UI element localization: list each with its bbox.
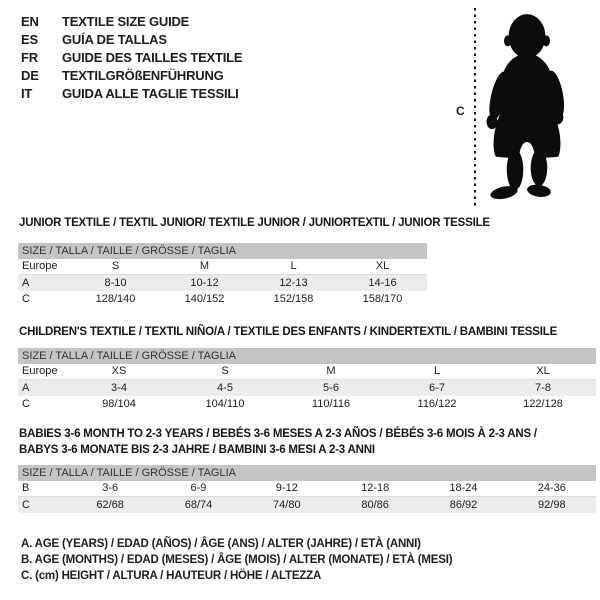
language-code: DE [21, 68, 39, 83]
table-cell: 116/122 [417, 398, 457, 410]
table-cell: 5-6 [323, 382, 339, 394]
table-cell: 62/68 [96, 499, 124, 511]
row-label: A [22, 277, 30, 289]
table-cell: 14-16 [368, 277, 397, 289]
table-row [18, 396, 596, 412]
table-cell: 110/116 [311, 398, 351, 410]
table-cell: 158/170 [362, 293, 403, 305]
table-row [18, 275, 427, 291]
legend-line-a: A. AGE (YEARS) / EDAD (AÑOS) / ÂGE (ANS) / ALTER (JAHRE) / ETÀ (ANNI) [21, 538, 421, 550]
row-label: C [22, 293, 30, 305]
table-cell: 74/80 [273, 499, 301, 511]
table-cell: S [111, 260, 120, 272]
row-label: Europe [22, 260, 58, 272]
babies-table-title: BABIES 3-6 MONTH TO 2-3 YEARS / BEBÉS 3-6 MESES A 2-3 AÑOS / BÉBÉS 3-6 MOIS À 2-3 ANS / [19, 428, 537, 440]
table-row [18, 380, 596, 396]
baby-silhouette-image [481, 8, 573, 208]
table-cell: 24-36 [537, 482, 566, 494]
language-row [21, 49, 242, 67]
language-label: TEXTILGRÖßENFÜHRUNG [62, 68, 224, 83]
language-code: IT [21, 86, 33, 101]
table-cell: 3-4 [111, 382, 127, 394]
language-label: GUIDE DES TAILLES TEXTILE [62, 50, 243, 65]
table-cell: 152/158 [273, 293, 314, 305]
table-cell: M [199, 260, 210, 272]
children-table-title: CHILDREN'S TEXTILE / TEXTIL NIÑO/A / TEXTILE DES ENFANTS / KINDERTEXTIL / BAMBINI TESSILE [19, 326, 558, 338]
table-row [18, 259, 427, 275]
table-cell: L [433, 365, 441, 377]
junior-size-table [18, 243, 427, 307]
language-code: FR [21, 50, 38, 65]
table-cell: L [290, 260, 297, 272]
table-cell: XL [536, 365, 550, 377]
children-size-table [18, 348, 596, 412]
table-cell: 104/110 [205, 398, 245, 410]
language-label: GUIDA ALLE TAGLIE TESSILI [62, 86, 239, 101]
row-label: C [22, 499, 30, 511]
measure-legend [21, 536, 452, 584]
height-dotted-line [474, 8, 476, 206]
table-cell: 98/104 [102, 398, 136, 410]
table-cell: M [326, 365, 336, 377]
table-cell: 8-10 [104, 277, 127, 289]
size-header-bar: SIZE / TALLA / TAILLE / GRÖSSE / TAGLIA [18, 348, 596, 364]
row-label: A [22, 382, 30, 394]
table-cell: 18-24 [449, 482, 478, 494]
language-row [21, 13, 242, 31]
row-label: B [22, 482, 30, 494]
table-cell: 3-6 [102, 482, 119, 494]
table-cell: 92/98 [538, 499, 566, 511]
table-cell: 9-12 [275, 482, 298, 494]
babies-size-table [18, 465, 596, 513]
language-label: TEXTILE SIZE GUIDE [62, 14, 190, 29]
legend-line-b: B. AGE (MONTHS) / EDAD (MESES) / ÂGE (MOIS) / ALTER (MONATE) / ETÀ (MESI) [21, 554, 453, 566]
table-row [18, 497, 596, 513]
height-measure-label: C [456, 104, 465, 118]
language-list [21, 13, 242, 103]
row-label: C [22, 398, 30, 410]
table-cell: XS [111, 365, 127, 377]
table-cell: 10-12 [190, 277, 219, 289]
table-row [18, 481, 596, 497]
table-row [18, 291, 427, 307]
table-cell: 68/74 [184, 499, 213, 511]
table-cell: 4-5 [217, 382, 233, 394]
table-cell: S [221, 365, 229, 377]
table-cell: 128/140 [95, 293, 136, 305]
row-label: Europe [22, 365, 58, 377]
table-cell: 7-8 [535, 382, 551, 394]
table-cell: 12-13 [279, 277, 308, 289]
table-cell: 140/152 [184, 293, 225, 305]
language-row [21, 31, 242, 49]
language-label: GUÍA DE TALLAS [62, 32, 167, 47]
table-cell: 86/92 [449, 499, 478, 511]
table-row [18, 364, 596, 380]
table-cell: 6-7 [429, 382, 445, 394]
table-cell: 6-9 [190, 482, 207, 494]
table-cell: 122/128 [523, 398, 563, 410]
babies-table-title-line2: BABYS 3-6 MONATE BIS 2-3 JAHRE / BAMBINI 3-6 MESI A 2-3 ANNI [19, 444, 375, 456]
table-cell: 80/86 [361, 499, 389, 511]
language-row [21, 85, 242, 103]
language-code: ES [21, 32, 38, 47]
language-code: EN [21, 14, 39, 29]
size-header-bar: SIZE / TALLA / TAILLE / GRÖSSE / TAGLIA [18, 465, 596, 481]
table-cell: XL [375, 260, 390, 272]
size-header-bar: SIZE / TALLA / TAILLE / GRÖSSE / TAGLIA [18, 243, 427, 259]
language-row [21, 67, 242, 85]
legend-line-c: C. (cm) HEIGHT / ALTURA / HAUTEUR / HÖHE / ALTEZZA [21, 570, 322, 582]
table-cell: 12-18 [361, 482, 390, 494]
junior-table-title: JUNIOR TEXTILE / TEXTIL JUNIOR/ TEXTILE JUNIOR / JUNIORTEXTIL / JUNIOR TESSILE [19, 217, 490, 229]
